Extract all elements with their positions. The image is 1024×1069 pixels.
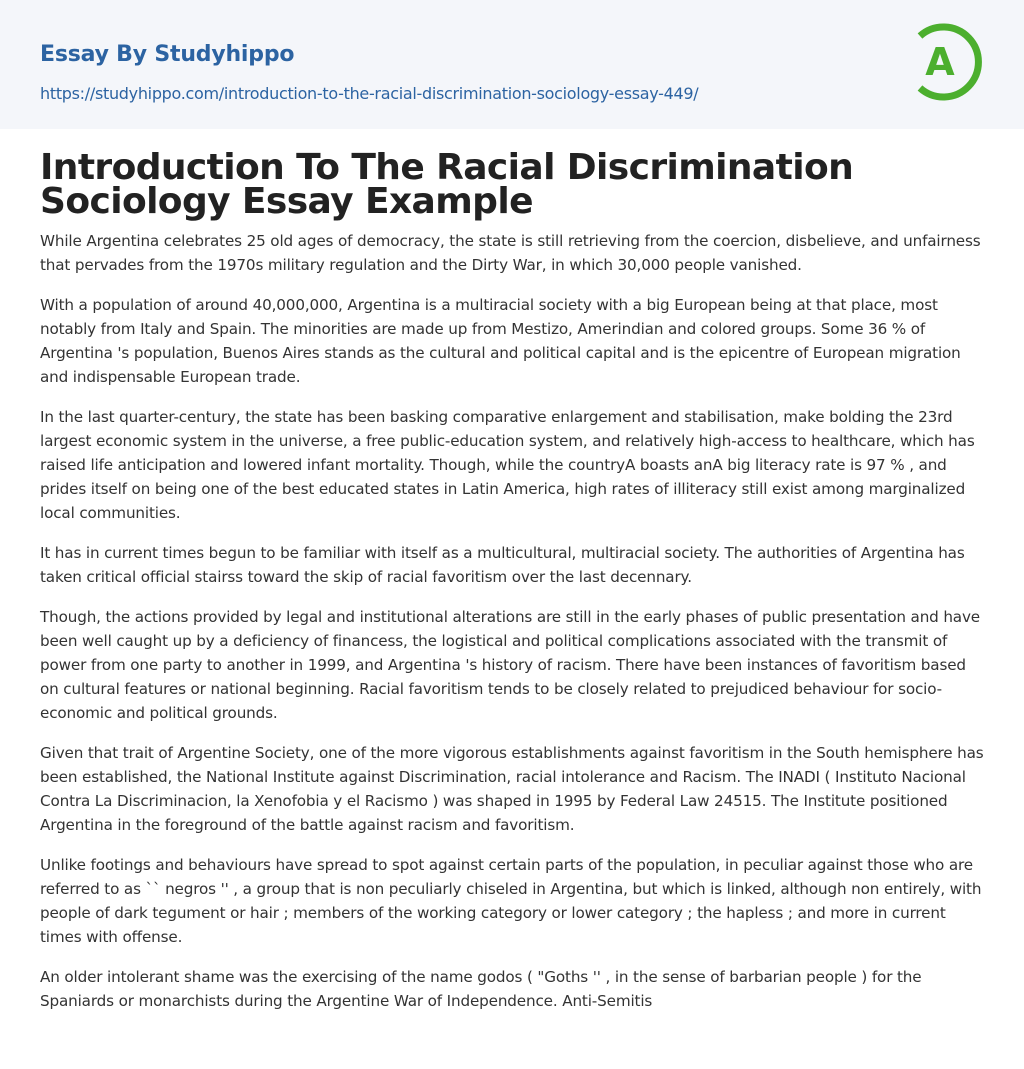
essay-paragraph: It has in current times begun to be familiar with itself as a multicultural, multiracial society. The authorities of Argentina has taken critical official stairss toward the skip of racial favoritism over the last decennary. [40,544,965,586]
site-title[interactable]: Essay By Studyhippo [40,42,295,67]
essay-paragraph: Unlike footings and behaviours have spread to spot against certain parts of the population, in peculiar against those who are referred to as `` negros '' , a group that is non peculiarly chiseled in Argentina, but which is linked, although non entirely, with people of dark tegument or hair ; members of the working category or lower category ; the hapless ; and more in current times with offense. [40,856,982,946]
essay-paragraph: In the last quarter-century, the state has been basking comparative enlargement and stabilisation, make bolding the 23rd largest economic system in the universe, a free public-education system, and relatively high-access to healthcare, which has raised life anticipation and lowered infant mortality. Though, while the countryA boasts anA big literacy rate is 97 % , and prides itself on being one of the best educated states in Latin America, high rates of illiteracy still exist among marginalized local communities. [40,408,975,522]
studyhippo-logo-icon[interactable] [910,18,988,106]
page-url-link[interactable]: https://studyhippo.com/introduction-to-the-racial-discrimination-sociology-essay-449/ [40,84,699,103]
logo-letter: A [925,40,955,84]
essay-content [40,148,984,1029]
essay-paragraph: An older intolerant shame was the exercising of the name godos ( "Goths '' , in the sense of barbarian people ) for the Spaniards or monarchists during the Argentine War of Independence. Anti-Semitis [40,968,922,1010]
essay-paragraph: While Argentina celebrates 25 old ages of democracy, the state is still retrieving from the coercion, disbelieve, and unfairness that pervades from the 1970s military regulation and the Dirty War, in which 30,000 people vanished. [40,232,981,274]
essay-title: Introduction To The Racial Discrimination Sociology Essay Example [40,147,854,222]
essay-paragraph: Though, the actions provided by legal and institutional alterations are still in the early phases of public presentation and have been well caught up by a deficiency of financess, the logistical and political complications associated with the transmit of power from one party to another in 1999, and Argentina 's history of racism. There have been instances of favoritism based on cultural features or national beginning. Racial favoritism tends to be closely related to prejudiced behaviour for socio-economic and political grounds. [40,608,980,722]
essay-paragraph: Given that trait of Argentine Society, one of the more vigorous establishments against favoritism in the South hemisphere has been established, the National Institute against Discrimination, racial intolerance and Racism. The INADI ( Instituto Nacional Contra La Discriminacion, la Xenofobia y el Racismo ) was shaped in 1995 by Federal Law 24515. The Institute positioned Argentina in the foreground of the battle against racism and favoritism. [40,744,984,834]
site-header [0,0,1024,129]
essay-paragraph: With a population of around 40,000,000, Argentina is a multiracial society with a big European being at that place, most notably from Italy and Spain. The minorities are made up from Mestizo, Amerindian and colored groups. Some 36 % of Argentina 's population, Buenos Aires stands as the cultural and political capital and is the epicentre of European migration and indispensable European trade. [40,296,961,386]
